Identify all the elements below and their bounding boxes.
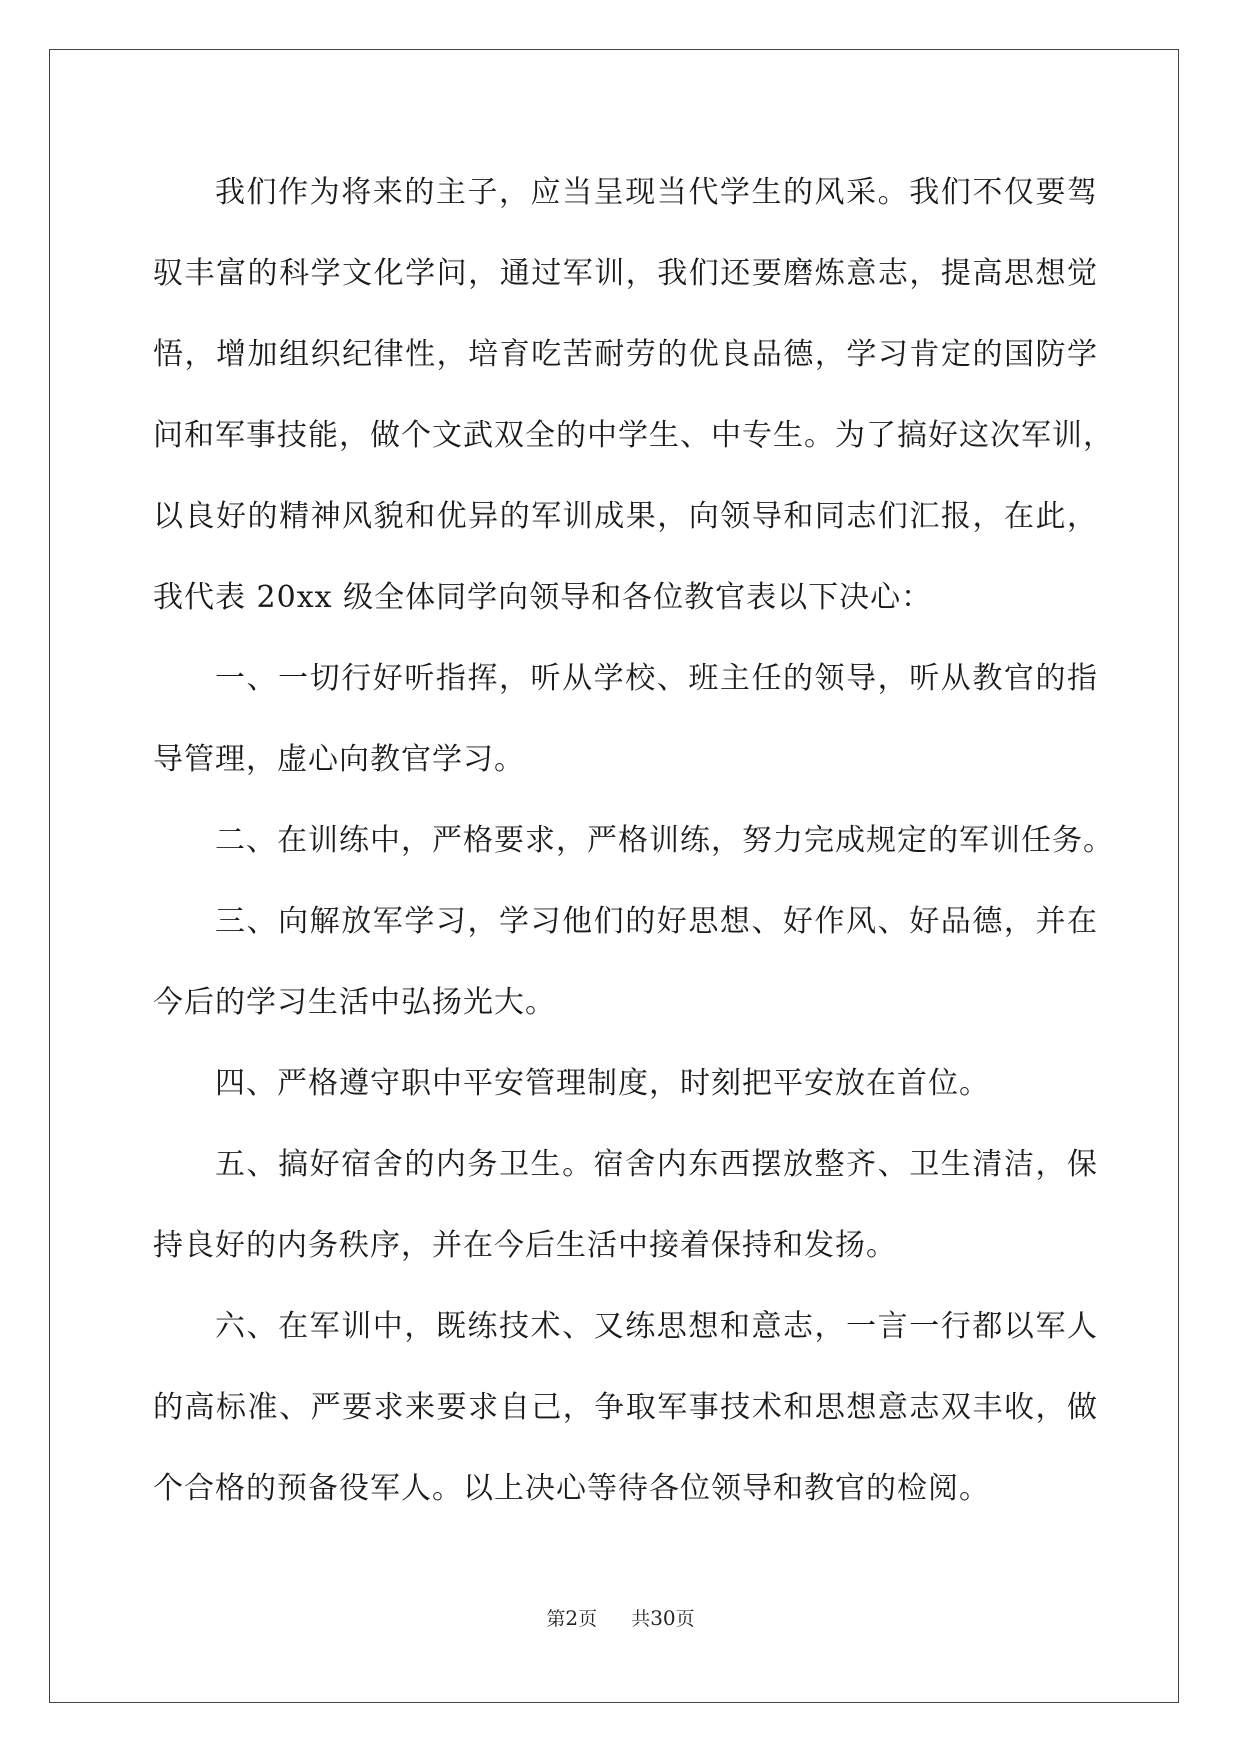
paragraph-6-line-2: 持良好的内务秩序，并在今后生活中接着保持和发扬。 xyxy=(153,1228,897,1263)
page-prefix: 第 xyxy=(546,1608,566,1630)
paragraph-1-line-5: 以良好的精神风貌和优异的军训成果，向领导和同志们汇报，在此， xyxy=(153,499,1098,534)
page-number: 2 xyxy=(565,1606,579,1630)
paragraph-4-line-1: 三、向解放军学习，学习他们的好思想、好作风、好品德，并在 xyxy=(215,904,1098,939)
page-footer xyxy=(0,1604,1241,1631)
paragraph-5-line-1: 四、严格遵守职中平安管理制度，时刻把平安放在首位。 xyxy=(215,1066,990,1101)
paragraph-7-line-3: 个合格的预备役军人。以上决心等待各位领导和教官的检阅。 xyxy=(153,1471,990,1506)
paragraph-6-line-1: 五、搞好宿舍的内务卫生。宿舍内东西摆放整齐、卫生清洁，保 xyxy=(215,1147,1098,1182)
paragraph-7-line-1: 六、在军训中，既练技术、又练思想和意志，一言一行都以军人 xyxy=(215,1309,1098,1344)
paragraph-2-line-2: 导管理，虚心向教官学习。 xyxy=(153,742,525,777)
total-prefix: 共 xyxy=(631,1608,651,1630)
paragraph-1-line-6: 我代表 20xx 级全体同学向领导和各位教官表以下决心： xyxy=(153,580,933,615)
document-body xyxy=(153,163,1114,1540)
paragraph-1-line-4: 问和军事技能，做个文武双全的中学生、中专生。为了搞好这次军训， xyxy=(153,418,1114,453)
paragraph-1-line-3: 悟，增加组织纪律性，培育吃苦耐劳的优良品德，学习肯定的国防学 xyxy=(153,337,1098,372)
paragraph-1-line-1: 我们作为将来的主子，应当呈现当代学生的风采。我们不仅要驾 xyxy=(215,175,1098,210)
paragraph-3-line-1: 二、在训练中，严格要求，严格训练，努力完成规定的军训任务。 xyxy=(215,823,1114,858)
paragraph-1-line-2: 驭丰富的科学文化学问，通过军训，我们还要磨炼意志，提高思想觉 xyxy=(153,256,1098,291)
paragraph-7-line-2: 的高标准、严要求来要求自己，争取军事技术和思想意志双丰收，做 xyxy=(153,1390,1098,1425)
paragraph-2-line-1: 一、一切行好听指挥，听从学校、班主任的领导，听从教官的指 xyxy=(215,661,1098,696)
paragraph-4-line-2: 今后的学习生活中弘扬光大。 xyxy=(153,985,556,1020)
total-suffix: 页 xyxy=(675,1608,695,1630)
page-suffix: 页 xyxy=(578,1608,598,1630)
total-pages: 30 xyxy=(650,1606,676,1630)
